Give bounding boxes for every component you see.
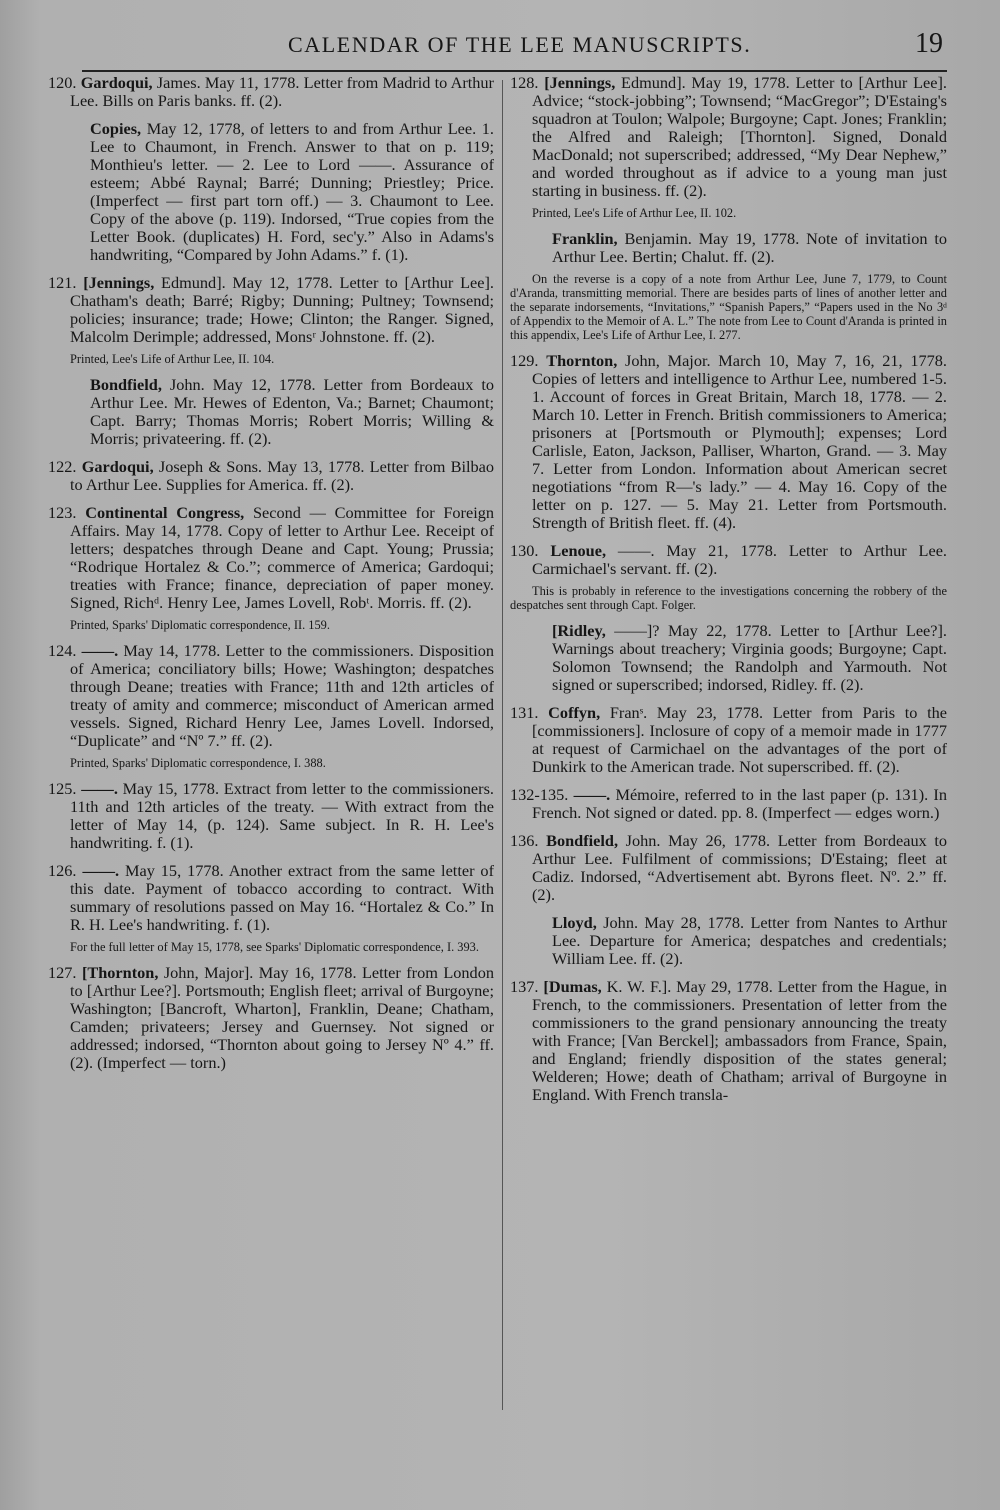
entry-text: Mémoire, referred to in the last paper (p. 131). In French. Not signed or dated. pp. 8. (Imperfect — edges worn.) bbox=[532, 785, 947, 822]
calendar-entry bbox=[48, 504, 494, 612]
entry-number: 137. bbox=[510, 977, 539, 996]
entry-name: Lloyd, bbox=[552, 913, 597, 932]
citation-note: Printed, Lee's Life of Arthur Lee, II. 104. bbox=[70, 352, 275, 366]
citation-note: For the full letter of May 15, 1778, see Sparks' Diplomatic correspondence, I. 393. bbox=[70, 940, 479, 954]
entry-number: 125. bbox=[48, 779, 77, 798]
calendar-entry bbox=[48, 862, 494, 934]
entry-number: 121. bbox=[48, 273, 77, 292]
calendar-entry bbox=[48, 458, 494, 494]
right-column bbox=[510, 74, 947, 1414]
entry-text: K. W. F.]. May 29, 1778. Letter from the Hague, in French, to the commissioners. Presentation of letter from the commissioners to the grand pensionary announcing the treaty with France; [Van Berckel]; ambassadors from France, Spain, and England; friendly disposition of the states general; Welderen; Howe; death of Chatham; arrival of Burgoyne in England. With French transla- bbox=[532, 977, 947, 1104]
entry-number: 120. bbox=[48, 74, 77, 92]
entry-name: Thornton, bbox=[546, 351, 618, 370]
citation-note: This is probably in reference to the investigations concerning the robbery of the despatches sent through Capt. Folger. bbox=[510, 584, 947, 612]
entry-number: 136. bbox=[510, 831, 539, 850]
entry-text: Edmund]. May 12, 1778. Letter to [Arthur Lee]. Chatham's death; Barré; Rigby; Dunning; Pultney; Townsend; policies; insurance; trade; Howe; Clinton; the Ranger. Signed, Malcolm Derimple; addressed, Monsʳ Johnstone. ff. (2). bbox=[70, 273, 494, 346]
calendar-entry bbox=[510, 74, 947, 200]
calendar-entry bbox=[48, 964, 494, 1072]
entry-number: 131. bbox=[510, 703, 539, 722]
entry-name: [Dumas, bbox=[543, 977, 602, 996]
entry-name: ——. bbox=[81, 779, 118, 798]
entry-name: Coffyn, bbox=[548, 703, 601, 722]
entry-name: ——. bbox=[81, 641, 119, 660]
running-head: CALENDAR OF THE LEE MANUSCRIPTS. bbox=[288, 32, 752, 57]
column-divider bbox=[502, 80, 503, 1410]
entry-name: Gardoqui, bbox=[81, 457, 154, 476]
entry-text: John, Major]. May 16, 1778. Letter from London to [Arthur Lee?]. Portsmouth; English fleet; arrival of Burgoyne; Washington; [Bancroft, Wharton], Franklin, Deane; Chatham, Camden; privateers; Jersey and Guernsey. Not signed or addressed; indorsed, “Thornton about going to Jersey Nº 4.” ff. (2). (Imperfect — torn.) bbox=[70, 963, 494, 1072]
entry-text: Edmund]. May 19, 1778. Letter to [Arthur Lee]. Advice; “stock-jobbing”; Townsend; “MacGregor”; D'Estaing's squadron at Toulon; Walpole; Burgoyne; Capt. Jones; Franklin; the Alfred and Raleigh; [Thornton]. Signed, Donald MacDonald; not superscribed; addressed, “My Dear Nephew,” and worded throughout as if advice to a young man just starting in business. ff. (2). bbox=[532, 74, 947, 200]
entry-name: Franklin, bbox=[552, 229, 618, 248]
entry-text: Second — Committee for Foreign Affairs. May 14, 1778. Copy of letter to Arthur Lee. Receipt of letters; despatches through Deane and Capt. Young; Prussia; “Rodrique Hortalez & Co.”; commerce of America; Gardoqui; treaties with France; finance, depreciation of paper money. Signed, Richᵈ. Henry Lee, James Lovell, Robᵗ. Morris. ff. (2). bbox=[70, 503, 494, 612]
entry-text: John, Major. March 10, May 7, 16, 21, 1778. Copies of letters and intelligence to Arthur Lee, numbered 1-5. 1. Account of forces in Great Britain, March 18, 1778. — 2. March 10. Letter in French. British commissioners to America; prisoners at [Portsmouth or Plymouth]; expenses; Lord Carlisle, Eaton, Jackson, Palliser, Wharton, Grand. — 3. May 7. Letter from London. Information about American secret negotiations “from R—'s lady.” — 4. May 16. Copy of the letter on p. 127. — 5. May 21. Letter from Portsmouth. Strength of British fleet. ff. (4). bbox=[532, 351, 947, 532]
entry-text: May 15, 1778. Another extract from the same letter of this date. Payment of tobacco according to contract. With summary of resolutions passed on May 16. “Hortalez & Co.” In R. H. Lee's handwriting. f. (1). bbox=[70, 861, 494, 934]
entry-number: 128. bbox=[510, 74, 539, 92]
header-rule bbox=[82, 70, 947, 72]
entry-name: [Jennings, bbox=[544, 74, 616, 92]
entry-name: Bondfield, bbox=[546, 831, 619, 850]
entry-name: Bondfield, bbox=[90, 375, 162, 394]
citation-note: Printed, Lee's Life of Arthur Lee, II. 102. bbox=[532, 206, 737, 220]
entry-name: Copies, bbox=[90, 119, 142, 138]
entry-number: 127. bbox=[48, 963, 77, 982]
entry-number: 126. bbox=[48, 861, 77, 880]
entry-text: May 12, 1778, of letters to and from Arthur Lee. 1. Lee to Chaumont, in French. Answer to that on p. 119; Monthieu's letter. — 2. Lee to Lord ——. Assurance of esteem; Abbé Raynal; Barré; Dunning; Priestley; Price. (Imperfect — first part torn off.) — 3. Chaumont to Lee. Copy of the above (p. 119). Indorsed, “True copies from the Letter Book. (duplicates) H. Ford, sec'y.” Also in Adams's handwriting, “Compared by John Adams.” f. (1). bbox=[90, 119, 494, 264]
entry-name: Gardoqui, bbox=[80, 74, 153, 92]
entry-name: [Ridley, bbox=[552, 621, 606, 640]
calendar-entry bbox=[510, 352, 947, 532]
entry-text: Franˢ. May 23, 1778. Letter from Paris to the [commissioners]. Inclosure of copy of a memoir made in 1777 at request of Carmichael on the advantages of the port of Dunkirk to the American trade. Not superscribed. ff. (2). bbox=[532, 703, 947, 776]
calendar-entry bbox=[48, 120, 494, 264]
calendar-entry bbox=[510, 704, 947, 776]
entry-text: Benjamin. May 19, 1778. Note of invitation to Arthur Lee. Bertin; Chalut. ff. (2). bbox=[552, 229, 947, 266]
calendar-entry bbox=[48, 642, 494, 750]
calendar-entry bbox=[48, 74, 494, 110]
calendar-entry bbox=[510, 622, 947, 694]
left-column bbox=[48, 74, 494, 1414]
entry-number: 124. bbox=[48, 641, 77, 660]
entry-name: ——. bbox=[573, 785, 611, 804]
entry-number: 132-135. bbox=[510, 785, 569, 804]
entry-text: ——]? May 22, 1778. Letter to [Arthur Lee?]. Warnings about treachery; Virginia goods; Burgoyne; Capt. Solomon Townsend; the Randolph and Yarmouth. Not signed or superscribed; indorsed, Ridley. ff. (2). bbox=[552, 621, 947, 694]
citation-note: Printed, Sparks' Diplomatic correspondence, II. 159. bbox=[70, 618, 330, 632]
entry-name: Continental Congress, bbox=[85, 503, 245, 522]
calendar-entry bbox=[510, 832, 947, 904]
citation-note: Printed, Sparks' Diplomatic correspondence, I. 388. bbox=[70, 756, 326, 770]
entry-text: James. May 11, 1778. Letter from Madrid to Arthur Lee. Bills on Paris banks. ff. (2). bbox=[70, 74, 494, 110]
entry-number: 122. bbox=[48, 457, 77, 476]
entry-text: May 15, 1778. Extract from letter to the commissioners. 11th and 12th articles of the treaty. — With extract from the letter of May 14, (p. 124). Same subject. In R. H. Lee's handwriting. f. (1). bbox=[70, 779, 494, 852]
entry-text: Joseph & Sons. May 13, 1778. Letter from Bilbao to Arthur Lee. Supplies for America. ff. (2). bbox=[70, 457, 494, 494]
calendar-entry bbox=[510, 230, 947, 266]
calendar-entry bbox=[48, 780, 494, 852]
calendar-entry bbox=[48, 376, 494, 448]
entry-number: 129. bbox=[510, 351, 539, 370]
entry-name: ——. bbox=[82, 861, 120, 880]
entry-text: John. May 26, 1778. Letter from Bordeaux to Arthur Lee. Fulfilment of commissions; D'Estaing; fleet at Cadiz. Indorsed, “Advertisement abt. Byrons fleet. Nº. 2.” ff. (2). bbox=[532, 831, 947, 904]
entry-name: [Jennings, bbox=[83, 273, 155, 292]
calendar-entry bbox=[510, 914, 947, 968]
citation-note: On the reverse is a copy of a note from Arthur Lee, June 7, 1779, to Count d'Aranda, transmitting memorial. There are besides parts of lines of another letter and the separate indorsements, “Invitations,” “Spanish Papers,” “Papers used in the No 3ᵈ of Appendix to the Memoir of A. L.” The note from Lee to Count d'Aranda is printed in this appendix, Lee's Life of Arthur Lee, I. 277. bbox=[510, 272, 947, 342]
page-number: 19 bbox=[915, 28, 943, 59]
calendar-entry bbox=[510, 978, 947, 1104]
calendar-entry bbox=[510, 786, 947, 822]
entry-number: 123. bbox=[48, 503, 77, 522]
entry-text: ——. May 21, 1778. Letter to Arthur Lee. Carmichael's servant. ff. (2). bbox=[532, 541, 947, 578]
page-header bbox=[0, 28, 1000, 64]
entry-number: 130. bbox=[510, 541, 539, 560]
entry-text: John. May 28, 1778. Letter from Nantes to Arthur Lee. Departure for America; despatches and credentials; William Lee. ff. (2). bbox=[552, 913, 947, 968]
calendar-entry bbox=[48, 274, 494, 346]
entry-text: May 14, 1778. Letter to the commissioners. Disposition of America; conciliatory bills; Howe; Washington; despatches through Deane; treaties with France; 11th and 12th articles of treaty of amity and commerce; misconduct of American armed vessels. Signed, Richard Henry Lee, James Lovell. Indorsed, “Duplicate” and “Nº 7.” ff. (2). bbox=[70, 641, 494, 750]
entry-name: Lenoue, bbox=[550, 541, 607, 560]
entry-name: [Thornton, bbox=[81, 963, 159, 982]
calendar-entry bbox=[510, 542, 947, 578]
entry-text: John. May 12, 1778. Letter from Bordeaux to Arthur Lee. Mr. Hewes of Edenton, Va.; Barnet; Chaumont; Capt. Barry; Thomas Morris; Robert Morris; Willing & Morris; privateering. ff. (2). bbox=[90, 375, 494, 448]
